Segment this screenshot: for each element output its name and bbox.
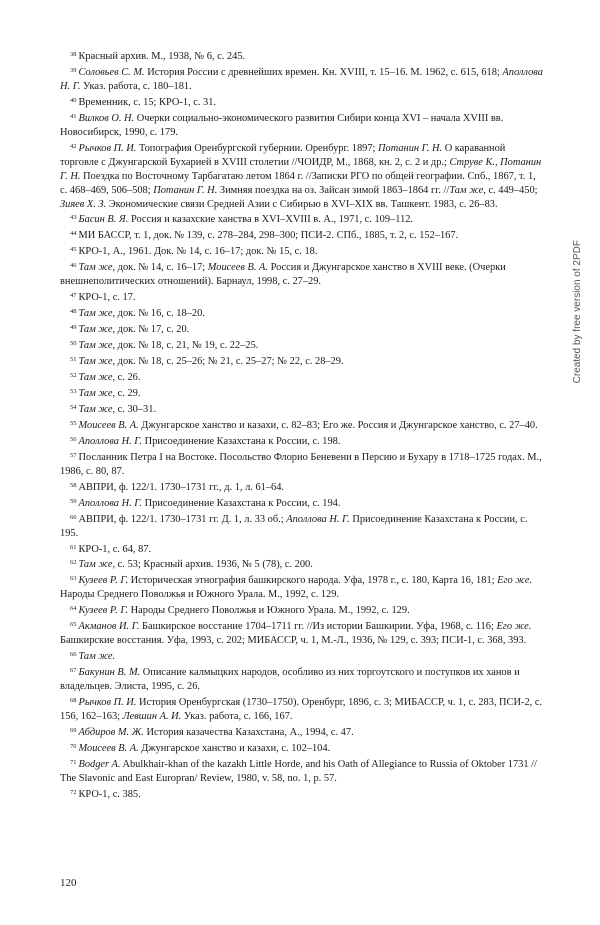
footnote bbox=[60, 369, 544, 385]
footnote-number: 42 bbox=[70, 142, 77, 150]
footnote-number: 70 bbox=[70, 742, 77, 750]
footnotes-list bbox=[60, 48, 544, 802]
footnote-author: Рычков П. И. bbox=[78, 697, 137, 709]
footnote bbox=[60, 602, 544, 618]
footnote-number: 65 bbox=[70, 621, 77, 629]
footnote-text: , с. 53; Красный архив. 1936, № 5 (78), с. 200. bbox=[112, 559, 313, 571]
footnote-number: 66 bbox=[70, 651, 77, 659]
footnote-author: Кузеев Р. Г. bbox=[78, 575, 129, 587]
footnote bbox=[60, 449, 544, 479]
footnote-author: Зияев Х. З. bbox=[60, 198, 107, 210]
footnote-text: История России с древнейших времен. Кн. XVIII, т. 15–16. М. 1962, с. 615, 618; bbox=[144, 66, 503, 78]
footnote-number: 43 bbox=[70, 214, 77, 222]
footnote-author: Потанин Г. Н. bbox=[378, 142, 443, 154]
footnote-text: Красный архив. М., 1938, № 6, с. 245. bbox=[78, 51, 246, 62]
footnote-author: Моисеев В. А. bbox=[78, 419, 139, 431]
footnote bbox=[60, 259, 544, 289]
footnote-number: 67 bbox=[70, 667, 77, 675]
footnote bbox=[60, 495, 544, 511]
footnote-number: 60 bbox=[70, 513, 77, 521]
footnote-text: Указ. работа, с. 166, 167. bbox=[181, 710, 293, 722]
footnote-text: Указ. работа, с. 180–181. bbox=[80, 80, 192, 92]
footnote-number: 49 bbox=[70, 324, 77, 332]
footnote-text: МИ БАССР, т. 1, док. № 139, с. 278–284, 298–300; ПСИ-2. СПб., 1885, т. 2, с. 152–167. bbox=[78, 230, 459, 242]
footnote-author: Его же. bbox=[496, 621, 532, 633]
footnote-author: Абдиров М. Ж. bbox=[78, 726, 144, 738]
footnote-author: Потанин Г. Н. bbox=[153, 184, 218, 196]
footnote-author: Там же bbox=[78, 559, 113, 571]
footnote-text: АВПРИ, ф. 122/1. 1730–1731 гг. Д. 1, л. 33 об.; bbox=[78, 513, 287, 525]
footnote bbox=[60, 110, 544, 140]
footnote-text: , с. 30–31. bbox=[112, 403, 157, 415]
footnote-text: , док. № 17, с. 20. bbox=[112, 324, 190, 336]
footnote-text: Поездка по Восточному Тарбагатаю летом 1864 г. //Записки РГО по общей географии. Спб., 1867, т. 1, с. 468–469, 506–508; bbox=[60, 170, 536, 196]
footnote bbox=[60, 756, 544, 786]
footnote-number: 39 bbox=[70, 66, 77, 74]
footnote-text: Джунгарское ханство и казахи, с. 102–104. bbox=[138, 742, 331, 754]
footnote-text: Народы Среднего Поволжья и Южного Урала. М., 1992, с. 129. bbox=[60, 589, 340, 601]
footnote-text: , док. № 16, с. 18–20. bbox=[112, 308, 205, 320]
footnote-text: Россия и казахские ханства в XVI–XVIII в. А., 1971, с. 109–112. bbox=[128, 214, 414, 226]
footnote-author: Соловьев С. М. bbox=[78, 66, 145, 78]
footnote bbox=[60, 479, 544, 495]
footnote-text: КРО-1, А., 1961. Док. № 14, с. 16–17; док. № 15, с. 18. bbox=[78, 246, 318, 258]
footnote-author: Вилков О. Н. bbox=[78, 112, 135, 124]
footnote bbox=[60, 572, 544, 602]
footnote bbox=[60, 48, 544, 64]
footnote bbox=[60, 305, 544, 321]
footnote-author: Акманов И. Г. bbox=[78, 621, 140, 633]
footnote-number: 72 bbox=[70, 788, 77, 796]
footnote-text: Россия и Джунгарское ханство в XVIII веке. (Очерки внешнеполитических отношений). Барнаул, 1998, с. 27–29. bbox=[60, 262, 506, 288]
footnote-author: Там же. bbox=[78, 651, 116, 663]
footnote-text: История казачества Казахстана, А., 1994, с. 47. bbox=[143, 726, 354, 738]
footnote-text: , док. № 18, с. 25–26; № 21, с. 25–27; № 22, с. 28–29. bbox=[112, 356, 344, 368]
footnote bbox=[60, 94, 544, 110]
footnote bbox=[60, 140, 544, 212]
footnote-text: Башкирские восстания. Уфа, 1993, с. 202; МИБАССР, ч. 1, М.-Л., 1936, № 129, с. 393; ПСИ-1, с. 368, 393. bbox=[60, 635, 527, 647]
footnote-author: Аполлова Н. Г. bbox=[78, 497, 143, 509]
footnote bbox=[60, 541, 544, 557]
footnote-text: Временник, с. 15; КРО-1, с. 31. bbox=[78, 96, 217, 108]
footnote-number: 38 bbox=[70, 51, 77, 58]
footnote-number: 54 bbox=[70, 403, 77, 411]
footnote-text: История Оренбургская (1730–1750). Оренбург, 1896, с. 3; МИБАССР, ч. 1, с. 283, ПСИ-2, с. 156, 162–163; bbox=[60, 697, 543, 722]
footnote-number: 56 bbox=[70, 435, 77, 443]
footnote-author: Там же bbox=[78, 308, 113, 320]
footnote-number: 40 bbox=[70, 96, 77, 104]
footnote-number: 58 bbox=[70, 481, 77, 489]
footnote-author: Аполлова Н. Г. bbox=[78, 435, 143, 447]
footnote-author: Там же bbox=[78, 324, 113, 336]
footnote-number: 48 bbox=[70, 308, 77, 316]
footnote-text: Народы Среднего Поволжья и Южного Урала. М., 1992, с. 129. bbox=[128, 605, 410, 617]
footnote-text: , док. № 18, с. 21, № 19, с. 22–25. bbox=[112, 340, 259, 352]
footnote-author: Бакунин В. М. bbox=[78, 667, 141, 679]
footnote-author: Аполлова Н. Г. bbox=[60, 66, 543, 92]
footnote-number: 53 bbox=[70, 387, 77, 395]
footnote-author: Там же bbox=[78, 262, 113, 274]
footnote-text: , с. 449–450; bbox=[483, 184, 538, 196]
footnote-author: Его же. bbox=[497, 575, 533, 587]
page-number: 120 bbox=[60, 877, 77, 889]
footnote bbox=[60, 385, 544, 401]
footnote-author: Моисеев В. А. bbox=[78, 742, 139, 754]
footnote bbox=[60, 724, 544, 740]
footnote bbox=[60, 353, 544, 369]
footnote-number: 59 bbox=[70, 497, 77, 505]
footnote-author: Там же bbox=[78, 372, 113, 384]
footnote-text: Джунгарское ханство и казахи, с. 82–83; Его же. Россия и Джунгарское ханство, с. 27–40. bbox=[138, 419, 538, 431]
footnote-text: Экономические связи Средней Азии с Сибирью в XVI–XIX вв. Ташкент. 1983, с. 26–83. bbox=[106, 198, 498, 210]
footnote-number: 45 bbox=[70, 246, 77, 254]
footnote bbox=[60, 211, 544, 227]
footnote-text: Присоединение Казахстана к России, с. 195. bbox=[60, 513, 528, 539]
footnote-author: Кузеев Р. Г. bbox=[78, 605, 129, 617]
footnote-text: Историческая этнография башкирского народа. Уфа, 1978 г., с. 180, Карта 16, 181; bbox=[128, 575, 498, 587]
footnote bbox=[60, 64, 544, 94]
footnote-author: Там же bbox=[78, 340, 113, 352]
footnote-number: 63 bbox=[70, 575, 77, 583]
footnote-text: Abulkhair-khan of the kazakh Little Horde, and his Oath of Allegiance to Russia of Oktober 1731 // The Slavonic and East Europran/ Review, 1980, v. 58, no. 1, p. 57. bbox=[60, 758, 537, 784]
footnote-text: Очерки социально-экономического развития Сибири конца XVI – начала XVIII вв. Новосибирск, 1990, с. 179. bbox=[60, 112, 504, 138]
footnote-number: 47 bbox=[70, 292, 77, 300]
footnote bbox=[60, 289, 544, 305]
footnote-number: 71 bbox=[70, 758, 77, 766]
watermark: Created by free version of 2PDF bbox=[572, 240, 583, 384]
footnote-author: Аполлова Н. Г. bbox=[286, 513, 350, 525]
footnote bbox=[60, 511, 544, 541]
footnote-text: , с. 26. bbox=[112, 372, 141, 384]
footnote-text: АВПРИ, ф. 122/1. 1730–1731 гг., д. 1, л. 61–64. bbox=[78, 481, 285, 493]
footnote-text: , док. № 14, с. 16–17; bbox=[112, 262, 208, 274]
footnote bbox=[60, 786, 544, 802]
footnote-number: 68 bbox=[70, 697, 77, 705]
footnote-author: Bodger A. bbox=[78, 758, 121, 770]
footnote-text: КРО-1, с. 17. bbox=[78, 292, 136, 304]
footnote-author: Там же bbox=[78, 403, 113, 415]
footnote-text: КРО-1, с. 64, 87. bbox=[78, 543, 152, 555]
footnote-number: 50 bbox=[70, 340, 77, 348]
footnote-number: 57 bbox=[70, 451, 77, 459]
footnote-number: 69 bbox=[70, 726, 77, 734]
footnote-text: Топография Оренбургской губернии. Оренбург. 1897; bbox=[136, 142, 379, 154]
footnote bbox=[60, 227, 544, 243]
footnote-number: 51 bbox=[70, 356, 77, 364]
footnote-text: Описание калмыцких народов, особливо из них торгоутского и поступков их ханов и владельцев. Элиста, 1995, с. 26. bbox=[60, 667, 520, 693]
footnote-text: Посланник Петра I на Востоке. Посольство Флорио Беневени в Персию и Бухару в 1718–1725 годах. М., 1986, с. 80, 87. bbox=[60, 451, 542, 477]
footnote-text: , с. 29. bbox=[112, 387, 141, 399]
footnote-number: 64 bbox=[70, 605, 77, 613]
footnote-text: Присоединение Казахстана к России, с. 194. bbox=[142, 497, 341, 509]
footnote-author: Левшин А. И. bbox=[122, 710, 182, 722]
footnote-text: Башкирское восстание 1704–1711 гг. //Из истории Башкирии. Уфа, 1968, с. 116; bbox=[139, 621, 497, 633]
footnote-number: 41 bbox=[70, 112, 77, 120]
footnote-number: 52 bbox=[70, 372, 77, 380]
footnote-author: Рычков П. И. bbox=[78, 142, 137, 154]
footnote-number: 62 bbox=[70, 559, 77, 567]
footnote-number: 46 bbox=[70, 262, 77, 270]
footnote bbox=[60, 337, 544, 353]
footnote-text: Зимняя поездка на оз. Зайсан зимой 1863–1864 гг. // bbox=[217, 184, 450, 196]
footnote bbox=[60, 648, 544, 664]
footnote bbox=[60, 556, 544, 572]
footnote-number: 55 bbox=[70, 419, 77, 427]
footnote-number: 44 bbox=[70, 230, 77, 238]
footnote-number: 61 bbox=[70, 543, 77, 551]
footnote-author: Там же bbox=[449, 184, 484, 196]
footnote bbox=[60, 433, 544, 449]
footnote-text: КРО-1, с. 385. bbox=[78, 788, 141, 800]
footnote bbox=[60, 664, 544, 694]
footnote-author: Струве К., Потанин Г. Н. bbox=[60, 156, 542, 182]
footnote-author: Басин В. Я. bbox=[78, 214, 129, 226]
footnote-text: Присоединение Казахстана к России, с. 198. bbox=[142, 435, 341, 447]
footnote bbox=[60, 618, 544, 648]
footnote bbox=[60, 740, 544, 756]
footnote bbox=[60, 321, 544, 337]
footnote-author: Моисеев В. А. bbox=[207, 262, 268, 274]
footnote-text: О караванной торговле с Джунгарской Бухарией в XVIII столетии //ЧОИДР, М., 1868, кн. 2, с. 2 и др.; bbox=[60, 142, 506, 168]
footnote bbox=[60, 401, 544, 417]
footnote-author: Там же bbox=[78, 356, 113, 368]
footnote-author: Там же bbox=[78, 387, 113, 399]
footnote bbox=[60, 243, 544, 259]
footnote bbox=[60, 417, 544, 433]
footnote bbox=[60, 694, 544, 724]
